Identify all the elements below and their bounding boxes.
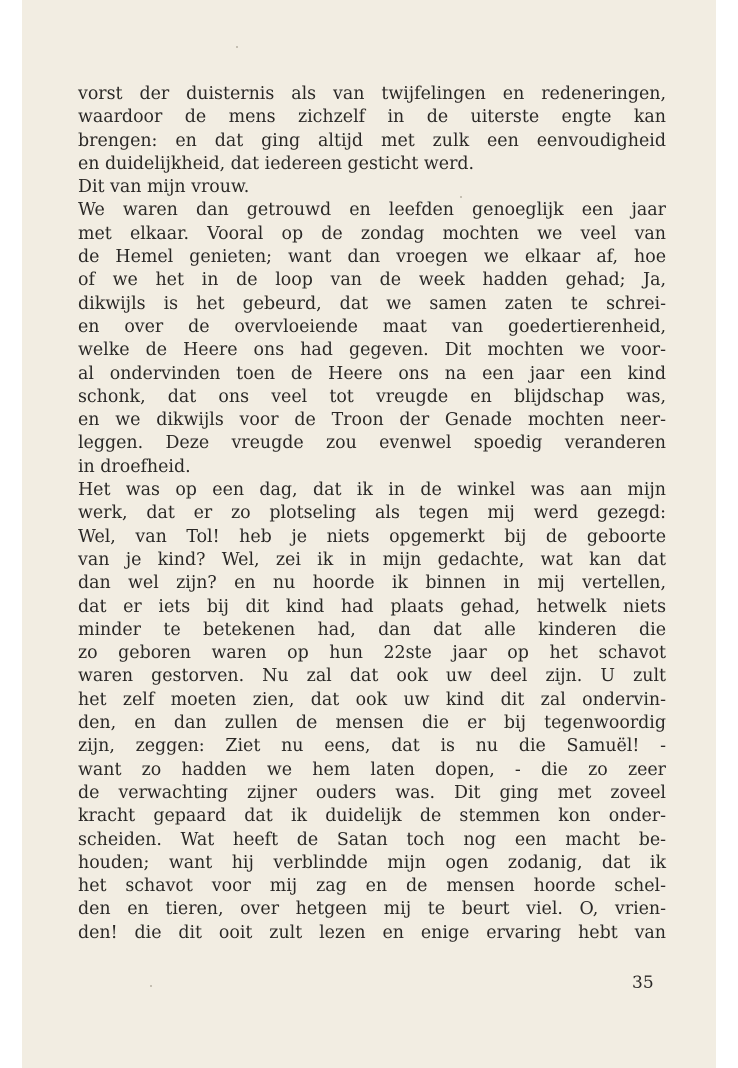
text-line: waardoor de mens zichzelf in de uiterste engte kan xyxy=(78,107,666,128)
text-line: waren gestorven. Nu zal dat ook uw deel zijn. U zult xyxy=(78,666,666,687)
text-line: werk, dat er zo plotseling als tegen mij werd gezegd: xyxy=(78,503,666,524)
text-line: van je kind? Wel, zei ik in mijn gedachte, wat kan dat xyxy=(78,549,666,570)
text-line: Het was op een dag, dat ik in de winkel was aan mijn xyxy=(78,480,666,501)
text-line: en over de overvloeiende maat van goedertierenheid, xyxy=(78,316,666,337)
text-line: en we dikwijls voor de Troon der Genade mochten neer- xyxy=(78,410,666,431)
text-line: den! die dit ooit zult lezen en enige ervaring hebt van xyxy=(78,922,666,943)
text-line: welke de Heere ons had gegeven. Dit mochten we voor- xyxy=(78,340,666,361)
text-line: minder te betekenen had, dan dat alle kinderen die xyxy=(78,619,666,640)
text-line: dan wel zijn? en nu hoorde ik binnen in mij vertellen, xyxy=(78,573,666,594)
text-line: den en tieren, over hetgeen mij te beurt viel. O, vrien- xyxy=(78,899,666,920)
text-line: en duidelijkheid, dat iedereen gesticht werd. xyxy=(78,153,475,174)
book-page xyxy=(22,0,716,1068)
page-number: 35 xyxy=(632,973,654,993)
text-line: scheiden. Wat heeft de Satan toch nog een macht be- xyxy=(78,829,666,850)
text-line: zo geboren waren op hun 22ste jaar op het schavot xyxy=(78,643,666,664)
text-line: de Hemel genieten; want dan vroegen we elkaar af, hoe xyxy=(78,247,666,268)
text-line: in droefheid. xyxy=(78,456,191,477)
text-line: leggen. Deze vreugde zou evenwel spoedig veranderen xyxy=(78,433,666,454)
text-line: met elkaar. Vooral op de zondag mochten we veel van xyxy=(78,223,666,244)
text-line: Wel, van Tol! heb je niets opgemerkt bij de geboorte xyxy=(78,526,666,547)
paper-speck xyxy=(150,985,152,987)
text-line: houden; want hij verblindde mijn ogen zodanig, dat ik xyxy=(78,852,666,873)
body-text xyxy=(78,83,666,945)
text-line: We waren dan getrouwd en leefden genoeglijk een jaar xyxy=(78,200,666,221)
text-line: dikwijls is het gebeurd, dat we samen zaten te schrei- xyxy=(78,293,666,314)
text-line: den, en dan zullen de mensen die er bij tegenwoordig xyxy=(78,713,666,734)
text-line: zijn, zeggen: Ziet nu eens, dat is nu die Samuël! - xyxy=(78,736,666,757)
text-line: vorst der duisternis als van twijfelingen en redeneringen, xyxy=(78,84,666,104)
text-line: schonk, dat ons veel tot vreugde en blijdschap was, xyxy=(78,386,666,407)
text-line: of we het in de loop van de week hadden gehad; Ja, xyxy=(78,270,666,291)
text-line: Dit van mijn vrouw. xyxy=(78,177,250,198)
paper-speck xyxy=(236,46,238,48)
text-line: want zo hadden we hem laten dopen, - die zo zeer xyxy=(78,759,666,780)
text-line: het schavot voor mij zag en de mensen hoorde schel- xyxy=(78,876,666,897)
text-line: al ondervinden toen de Heere ons na een jaar een kind xyxy=(78,363,666,384)
text-line: de verwachting zijner ouders was. Dit ging met zoveel xyxy=(78,782,666,803)
text-line: brengen: en dat ging altijd met zulk een eenvoudigheid xyxy=(78,130,666,151)
text-line: kracht gepaard dat ik duidelijk de stemmen kon onder- xyxy=(78,806,666,827)
text-line: dat er iets bij dit kind had plaats gehad, hetwelk niets xyxy=(78,596,666,617)
text-line: het zelf moeten zien, dat ook uw kind dit zal ondervin- xyxy=(78,689,666,710)
